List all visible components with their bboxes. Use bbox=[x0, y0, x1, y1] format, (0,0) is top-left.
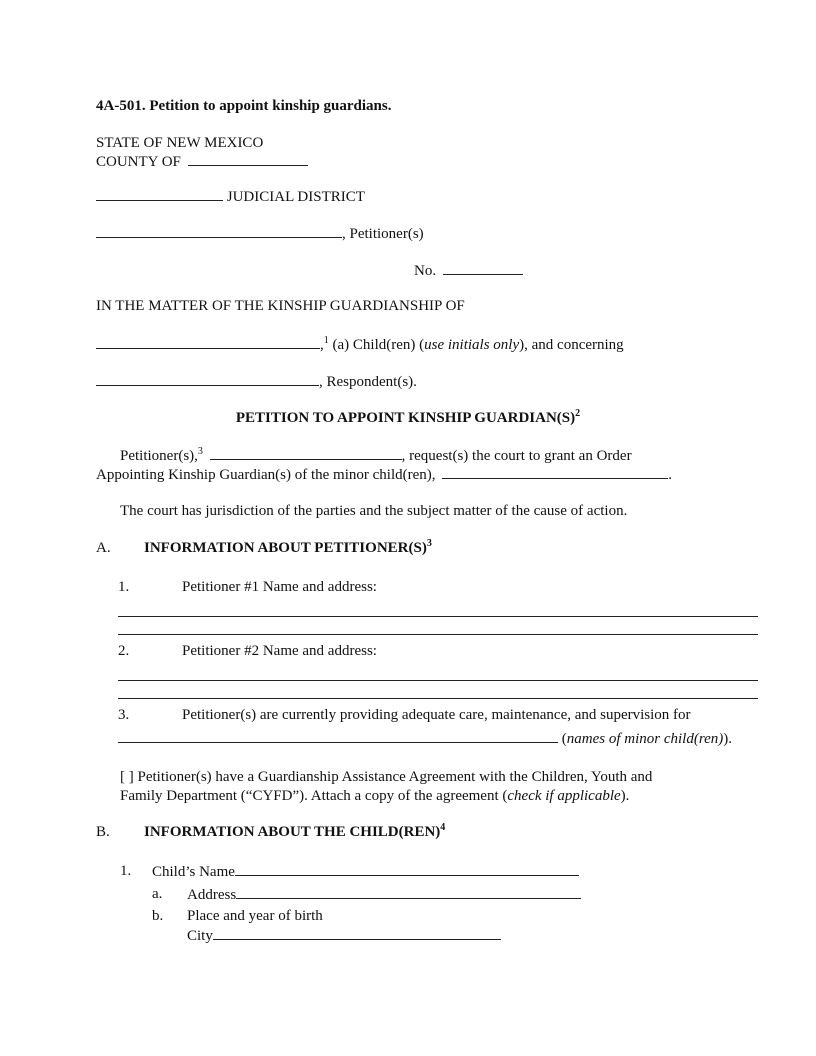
child-address-blank[interactable] bbox=[236, 885, 581, 899]
gaa-text2: Family Department (“CYFD”). Attach a copy of the agreement ( bbox=[120, 788, 508, 804]
petition-heading-text: PETITION TO APPOINT KINSHIP GUARDIAN(S) bbox=[235, 410, 576, 426]
gaa-end: ). bbox=[620, 788, 630, 804]
district-line bbox=[96, 187, 365, 206]
county-line bbox=[96, 152, 308, 171]
a3-children-line bbox=[118, 729, 732, 748]
rule-title: 4A-501. Petition to appoint kinship guardians. bbox=[96, 98, 392, 114]
p1-mid: , request(s) the court to grant an Order bbox=[401, 448, 632, 464]
b1a-letter: a. bbox=[152, 886, 163, 902]
case-number-line bbox=[414, 261, 523, 280]
a1-label: Petitioner #1 Name and address: bbox=[182, 579, 377, 595]
petitioner1-address-line1[interactable] bbox=[118, 616, 758, 617]
b1-number: 1. bbox=[120, 863, 132, 879]
petition-paragraph-line1 bbox=[120, 446, 632, 465]
b1b-letter: b. bbox=[152, 908, 164, 924]
birth-city-line bbox=[187, 926, 501, 945]
district-label: JUDICIAL DISTRICT bbox=[226, 189, 365, 205]
matter-heading: IN THE MATTER OF THE KINSHIP GUARDIANSHIP OF bbox=[96, 298, 465, 314]
child-name-line bbox=[152, 862, 579, 881]
state-heading: STATE OF NEW MEXICO bbox=[96, 135, 264, 151]
p1-start: Petitioner(s), bbox=[120, 448, 198, 464]
section-b-title bbox=[144, 823, 445, 841]
petitioner2-address-line2[interactable] bbox=[118, 698, 758, 699]
child-line-text: (a) Child(ren) ( bbox=[328, 337, 425, 353]
petitioner-line bbox=[96, 224, 424, 243]
section-b-letter: B. bbox=[96, 824, 110, 840]
section-a-title-text: INFORMATION ABOUT PETITIONER(S) bbox=[144, 540, 427, 556]
child-line-end: ), and concerning bbox=[519, 337, 624, 353]
a3-open: ( bbox=[561, 731, 567, 747]
county-blank[interactable] bbox=[188, 152, 308, 166]
a3-number: 3. bbox=[118, 707, 130, 723]
petitioner1-address-line2[interactable] bbox=[118, 634, 758, 635]
jurisdiction-paragraph: The court has jurisdiction of the parties and the subject matter of the cause of action. bbox=[120, 503, 628, 519]
petition-paragraph-line2 bbox=[96, 465, 672, 484]
gaa-checkbox[interactable]: [ ] bbox=[120, 769, 134, 785]
a2-number: 2. bbox=[118, 643, 130, 659]
petition-heading bbox=[0, 409, 816, 427]
respondent-line bbox=[96, 372, 417, 391]
section-b-title-text: INFORMATION ABOUT THE CHILD(REN) bbox=[144, 824, 441, 840]
child-name-blank[interactable] bbox=[235, 862, 579, 876]
petitioner-label: , Petitioner(s) bbox=[342, 226, 424, 242]
birth-city-blank[interactable] bbox=[213, 926, 501, 940]
child-line-italic: use initials only bbox=[424, 337, 520, 353]
footnote-2: 2 bbox=[575, 408, 581, 419]
gaa-line2 bbox=[120, 787, 629, 805]
district-blank[interactable] bbox=[96, 187, 223, 201]
minor-children-blank[interactable] bbox=[442, 465, 668, 479]
a2-label: Petitioner #2 Name and address: bbox=[182, 643, 377, 659]
county-label: COUNTY OF bbox=[96, 154, 181, 170]
section-a-letter: A. bbox=[96, 540, 111, 556]
case-number-blank[interactable] bbox=[443, 261, 523, 275]
gaa-line1 bbox=[120, 768, 652, 786]
birth-label: Place and year of birth bbox=[187, 908, 323, 924]
respondent-label: , Respondent(s). bbox=[319, 374, 417, 390]
a3-label: Petitioner(s) are currently providing adequate care, maintenance, and supervision for bbox=[182, 707, 691, 723]
footnote-3b: 3 bbox=[426, 538, 432, 549]
gaa-italic: check if applicable bbox=[507, 788, 621, 804]
birth-city-label: City bbox=[187, 928, 213, 944]
section-a-title bbox=[144, 539, 432, 557]
a1-number: 1. bbox=[118, 579, 130, 595]
p1-end: . bbox=[668, 467, 673, 483]
a3-italic: names of minor child(ren) bbox=[566, 731, 724, 747]
respondent-blank[interactable] bbox=[96, 372, 319, 386]
child-address-label: Address bbox=[187, 887, 237, 903]
child-initials-blank[interactable] bbox=[96, 335, 320, 349]
a3-close: ). bbox=[723, 731, 733, 747]
footnote-4: 4 bbox=[440, 822, 446, 833]
gaa-text1: Petitioner(s) have a Guardianship Assistance Agreement with the Children, Youth and bbox=[137, 769, 653, 785]
case-no-label: No. bbox=[414, 263, 437, 279]
footnote-1: 1 bbox=[323, 335, 329, 346]
petitioner2-address-line1[interactable] bbox=[118, 680, 758, 681]
footnote-3: 3 bbox=[197, 446, 203, 457]
petitioner-blank[interactable] bbox=[96, 224, 342, 238]
p1-line2: Appointing Kinship Guardian(s) of the minor child(ren), bbox=[96, 467, 436, 483]
child-address-line bbox=[187, 885, 581, 904]
child-name-label: Child’s Name bbox=[152, 864, 235, 880]
child-caption-line bbox=[96, 335, 624, 354]
petitioner-names-blank[interactable] bbox=[210, 446, 402, 460]
child-comma: , bbox=[320, 337, 324, 353]
a3-children-blank[interactable] bbox=[118, 729, 558, 743]
